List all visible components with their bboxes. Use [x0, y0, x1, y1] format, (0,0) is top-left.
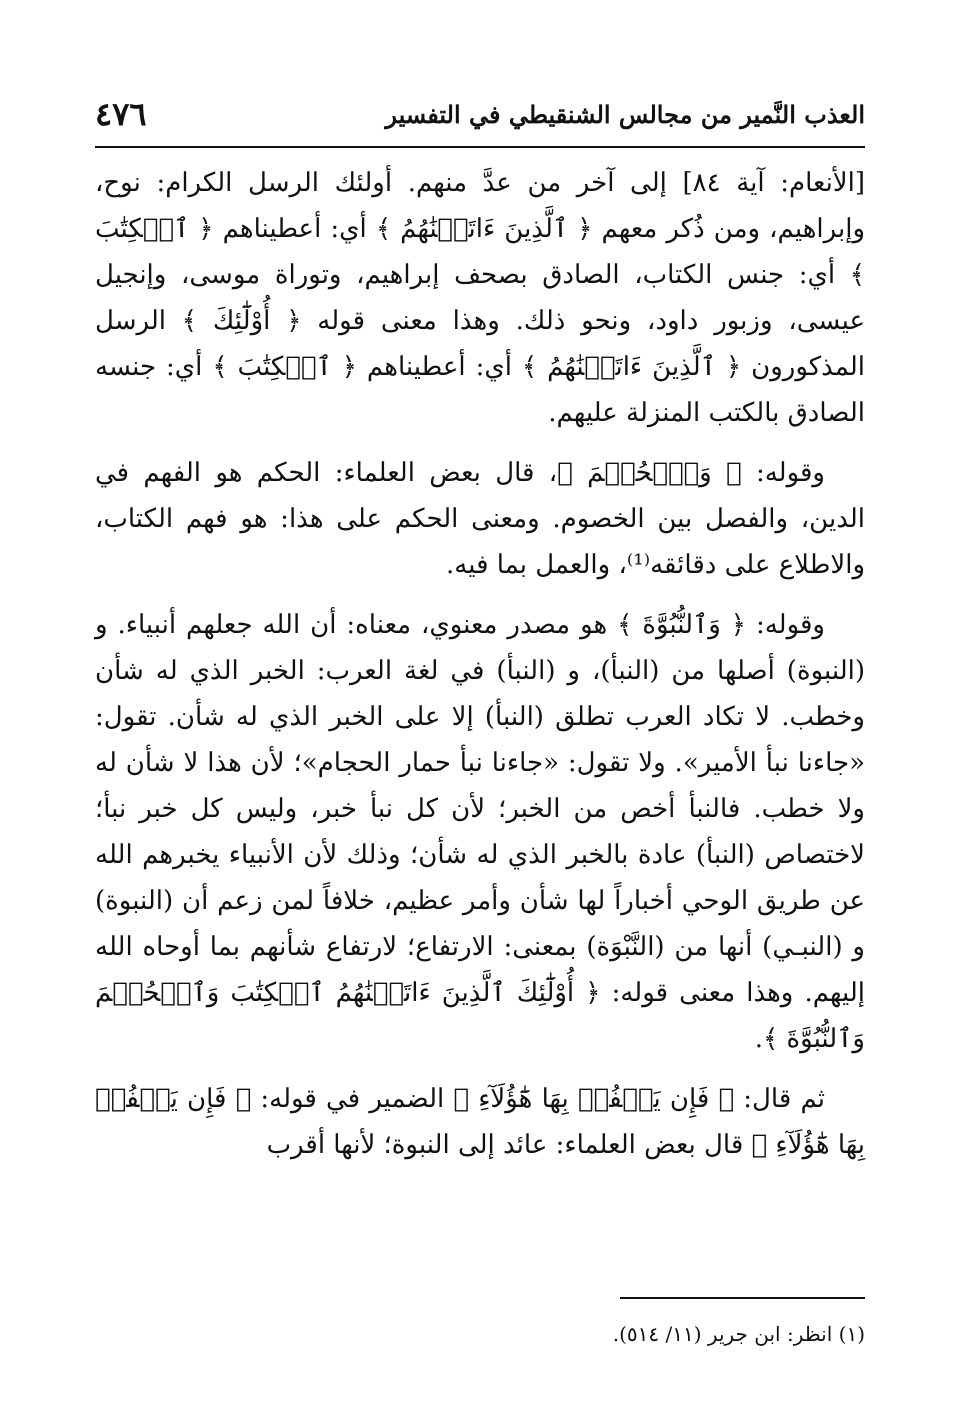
header-divider [95, 146, 865, 148]
paragraph-4: ثم قال: ﴿ فَإِن يَكۡفُرۡ بِهَا هَٰٓؤُلَآءِ ﴾ الضمير في قوله: ﴿ فَإِن يَكۡفُرۡ بِهَا هَٰٓؤُلَآءِ ﴾ قال بعض العلماء: عائد إلى النبوة؛ لأنها أقرب [95, 1084, 865, 1160]
paragraph-1: [الأنعام: آية ٨٤] إلى آخر من عدَّ منهم. أولئك الرسل الكرام: نوح، وإبراهيم، ومن ذُكر معهم ﴿ ٱلَّذِينَ ءَاتَيۡنَٰهُمُ ﴾ أي: أعطيناهم ﴿ ٱلۡكِتَٰبَ ﴾ أي: جنس الكتاب، الصادق بصحف إبراهيم، وتوراة موسى، وإنجيل عيسى، وزبور داود، ونحو ذلك. وهذا معنى قوله ﴿ أُوْلَٰٓئِكَ ﴾ الرسل المذكورون ﴿ ٱلَّذِينَ ءَاتَيۡنَٰهُمُ ﴾ أي: أعطيناهم ﴿ ٱلۡكِتَٰبَ ﴾ أي: جنسه الصادق بالكتب المنزلة عليهم. [95, 168, 866, 428]
paragraph-3: وقوله: ﴿ وَٱلنُّبُوَّةَ ﴾ هو مصدر معنوي، معناه: أن الله جعلهم أنبياء. و (النبوة) أصلها من (النبأ)، و (النبأ) في لغة العرب: الخبر الذي له شأن وخطب. لا تكاد العرب تطلق (النبأ) إلا على الخبر الذي له شأن. تقول: «جاءنا نبأ الأمير». ولا تقول: «جاءنا نبأ حمار الحجام»؛ لأن هذا لا شأن له ولا خطب. فالنبأ أخص من الخبر؛ لأن كل نبأ خبر، وليس كل خبر نبأ؛ لاختصاص (النبأ) عادة بالخبر الذي له شأن؛ وذلك لأن الأنبياء يخبرهم الله عن طريق الوحي أخباراً لها شأن وأمر عظيم، خلافاً لمن زعم أن (النبوة) و (النبـي) أنها من (النَّبْوَة) بمعنى: الارتفاع؛ لارتفاع شأنهم بما أوحاه الله إليهم. وهذا معنى قوله: ﴿ أُوْلَٰٓئِكَ ٱلَّذِينَ ءَاتَيۡنَٰهُمُ ٱلۡكِتَٰبَ وَٱلۡحُكۡمَ وَٱلنُّبُوَّةَ ﴾. [95, 610, 865, 1054]
header-title: العذب النَّمير من مجالس الشنقيطي في التفسير [385, 99, 865, 129]
footnote: (١) انظر: ابن جرير (١١/ ٥١٤). [612, 1322, 865, 1346]
paragraph-2: وقوله: ﴿ وَٱلۡحُكۡمَ ﴾، قال بعض العلماء: الحكم هو الفهم في الدين، والفصل بين الخصوم. ومعنى الحكم على هذا: هو فهم الكتاب، والاطلاع على دقائقه⁽¹⁾، والعمل بما فيه. [95, 458, 865, 580]
body-text [95, 160, 865, 1182]
page-number: ٤٧٦ [95, 95, 147, 133]
footnote-divider [620, 1297, 865, 1299]
running-header [95, 92, 865, 136]
